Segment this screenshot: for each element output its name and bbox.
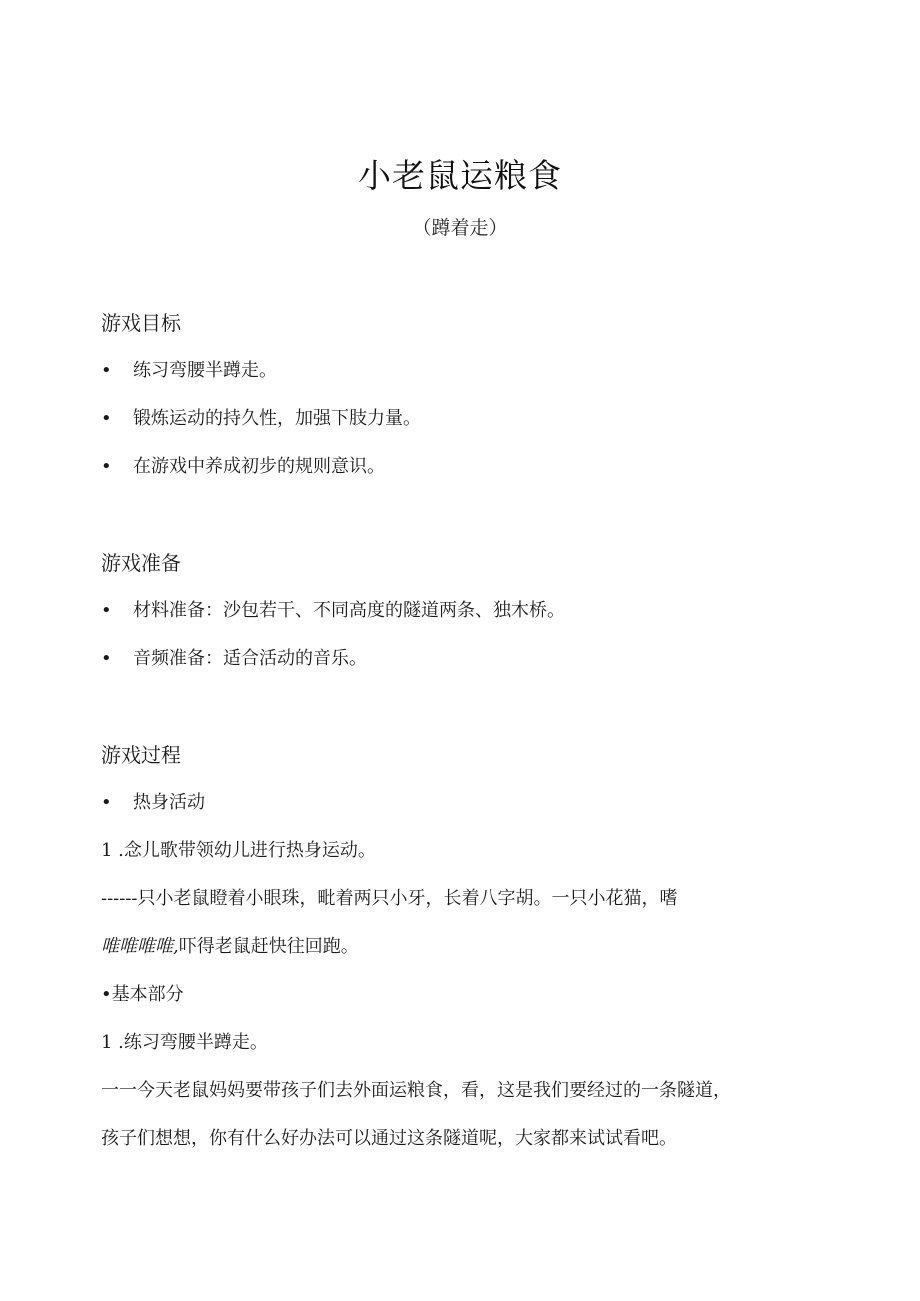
list-item-text: 热身活动 — [133, 792, 205, 813]
rhyme-line: ------只小老鼠瞪着小眼珠，毗着两只小牙，长着八字胡。一只小花猫，嗜 — [101, 888, 678, 909]
list-item — [101, 788, 205, 818]
section-heading-prep: 游戏准备 — [101, 551, 181, 575]
rhyme-line-2 — [101, 932, 359, 962]
document-subtitle: （蹲着走） — [412, 217, 508, 239]
list-item-text: 音频准备：适合活动的音乐。 — [133, 648, 367, 669]
section-heading-process: 游戏过程 — [101, 743, 181, 767]
list-item — [101, 356, 277, 386]
list-item-text: 在游戏中养成初步的规则意识。 — [133, 456, 385, 477]
subsection-label-basic: •基本部分 — [101, 984, 184, 1005]
step-line: 1 .练习弯腰半蹲走。 — [101, 1032, 268, 1053]
paragraph-line: 一一今天老鼠妈妈要带孩子们去外面运粮食，看，这是我们要经过的一条隧道， — [101, 1080, 731, 1101]
step-line: 1 .念儿歌带领幼儿进行热身运动。 — [101, 840, 376, 861]
bullet-icon: • — [101, 408, 112, 429]
document-title: 小老鼠运粮食 — [358, 156, 562, 195]
bullet-icon: • — [101, 456, 112, 477]
bullet-icon: • — [101, 600, 112, 621]
bullet-icon: • — [101, 360, 112, 381]
paragraph-line: 孩子们想想，你有什么好办法可以通过这条隧道呢，大家都来试试看吧。 — [101, 1128, 677, 1149]
rhyme-sound-text: 唯唯唯唯, — [101, 936, 179, 957]
list-item — [101, 596, 565, 626]
list-item-text: 锻炼运动的持久性，加强下肢力量。 — [133, 408, 421, 429]
list-item — [101, 452, 385, 482]
section-heading-goals: 游戏目标 — [101, 311, 181, 335]
bullet-icon: • — [101, 792, 112, 813]
list-item — [101, 644, 367, 674]
bullet-icon: • — [101, 648, 112, 669]
list-item — [101, 404, 421, 434]
rhyme-rest-text: 吓得老鼠赶快往回跑。 — [178, 936, 359, 957]
list-item-text: 练习弯腰半蹲走。 — [133, 360, 277, 381]
list-item-text: 材料准备：沙包若干、不同高度的隧道两条、独木桥。 — [133, 600, 565, 621]
